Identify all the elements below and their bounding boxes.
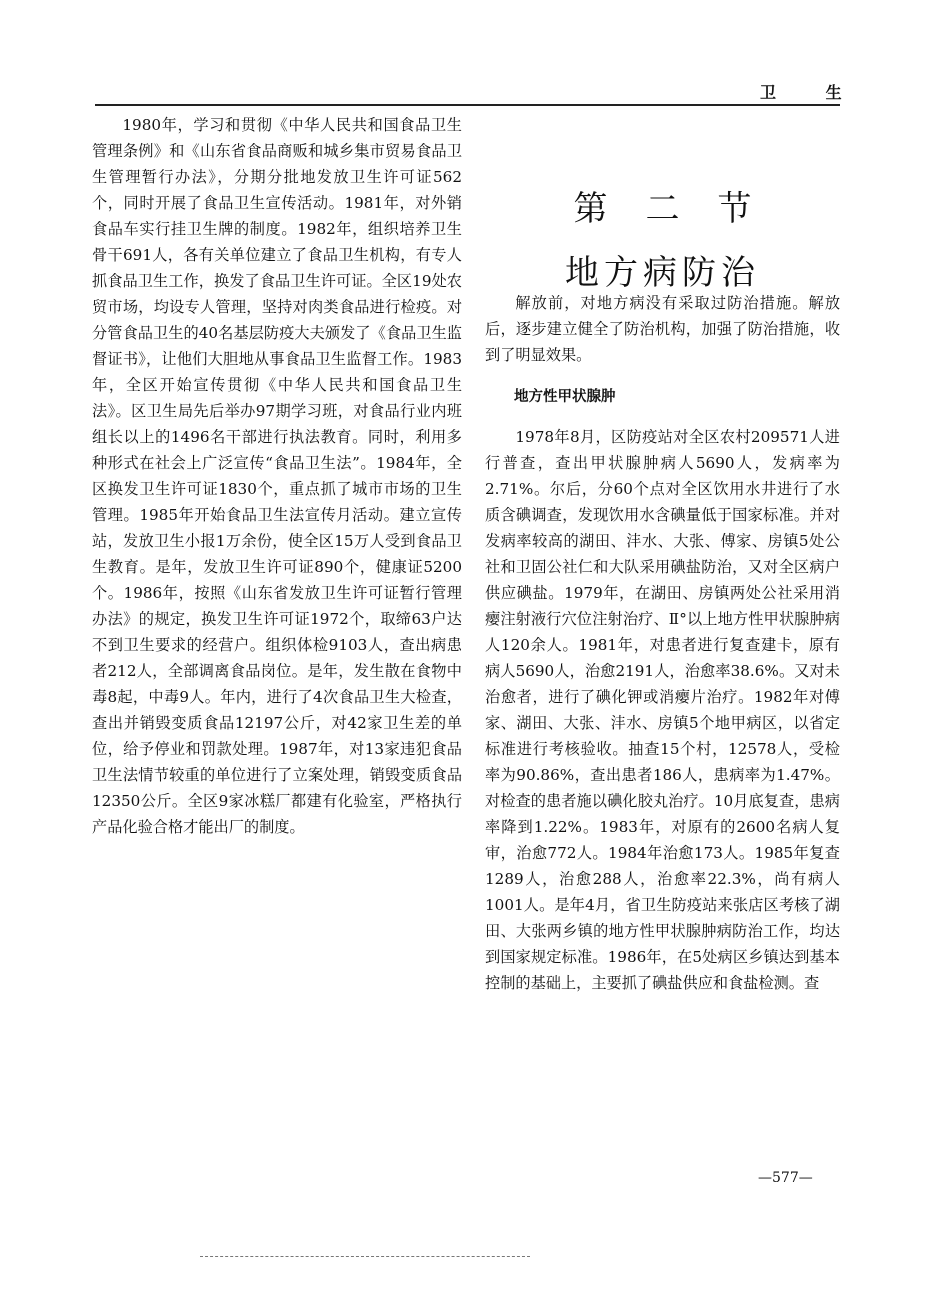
food-hygiene-paragraph: 1980年，学习和贯彻《中华人民共和国食品卫生管理条例》和《山东省食品商贩和城乡集市贸易食品卫生管理暂行办法》，分期分批地发放卫生许可证562个，同时开展了食品卫生宣传活动。1981年，对外销食品车实行挂卫生牌的制度。1982年，组织培养卫生骨干691人，各有关单位建立了食品卫生机构，有专人抓食品卫生工作，换发了食品卫生许可证。全区19处农贸市场，均设专人管理，坚持对肉类食品进行检疫。对分管食品卫生的40名基层防疫大夫颁发了《食品卫生监督证书》，让他们大胆地从事食品卫生监督工作。1983年，全区开始宣传贯彻《中华人民共和国食品卫生法》。区卫生局先后举办97期学习班，对食品行业内班组长以上的1496名干部进行执法教育。同时，利用多种形式在社会上广泛宣传“食品卫生法”。1984年，全区换发卫生许可证1830个，重点抓了城市市场的卫生管理。1985年开始食品卫生法宣传月活动。建立宣传站，发放卫生小报1万余份，使全区15万人受到食品卫生教育。是年，发放卫生许可证890个，健康证5200个。1986年，按照《山东省发放卫生许可证暂行管理办法》的规定，换发卫生许可证1972个，取缔63户达不到卫生要求的经营户。组织体检9103人，查出病患者212人，全部调离食品岗位。是年，发生散在食物中毒8起，中毒9人。年内，进行了4次食品卫生大检查，查出并销毁变质食品12197公斤，对42家卫生差的单位，给予停业和罚款处理。1987年，对13家违犯食品卫生法情节较重的单位进行了立案处理，销毁变质食品12350公斤。全区9家冰糕厂都建有化验室，严格执行产品化验合格才能出厂的制度。 [92,116,462,836]
subheading: 地方性甲状腺肿 [514,389,616,405]
section-number: 第二节 [573,188,790,229]
scan-artifact-line [200,1256,530,1257]
intro-paragraph: 解放前，对地方病没有采取过防治措施。解放后，逐步建立健全了防治机构，加强了防治措施，收到了明显效果。 [485,294,840,364]
page-number: —577— [758,1170,813,1186]
running-header: 卫 生 [760,83,864,102]
right-column [485,290,840,996]
section-title: 地方病防治 [565,252,760,293]
left-column [92,112,462,840]
header-rule [95,104,840,106]
goiter-paragraph: 1978年8月，区防疫站对全区农村209571人进行普查，查出甲状腺肿病人5690人，发病率为2.71%。尔后，分60个点对全区饮用水井进行了水质含碘调查，发现饮用水含碘量低于国家标准。并对发病率较高的湖田、沣水、大张、傅家、房镇5处公社和卫固公社仁和大队采用碘盐防治，又对全区病户供应碘盐。1979年，在湖田、房镇两处公社采用消瘿注射液行穴位注射治疗、Ⅱ°以上地方性甲状腺肿病人120余人。1981年，对患者进行复查建卡，原有病人5690人，治愈2191人，治愈率38.6%。又对未治愈者，进行了碘化钾或消瘿片治疗。1982年对傅家、湖田、大张、沣水、房镇5个地甲病区，以省定标准进行考核验收。抽查15个村，12578人，受检率为90.86%，查出患者186人，患病率为1.47%。对检查的患者施以碘化胶丸治疗。10月底复查，患病率降到1.22%。1983年，对原有的2600名病人复审，治愈772人。1984年治愈173人。1985年复查1289人，治愈288人，治愈率22.3%，尚有病人1001人。是年4月，省卫生防疫站来张店区考核了湖田、大张两乡镇的地方性甲状腺肿病防治工作，均达到国家规定标准。1986年，在5处病区乡镇达到基本控制的基础上，主要抓了碘盐供应和食盐检测。查 [485,428,840,992]
